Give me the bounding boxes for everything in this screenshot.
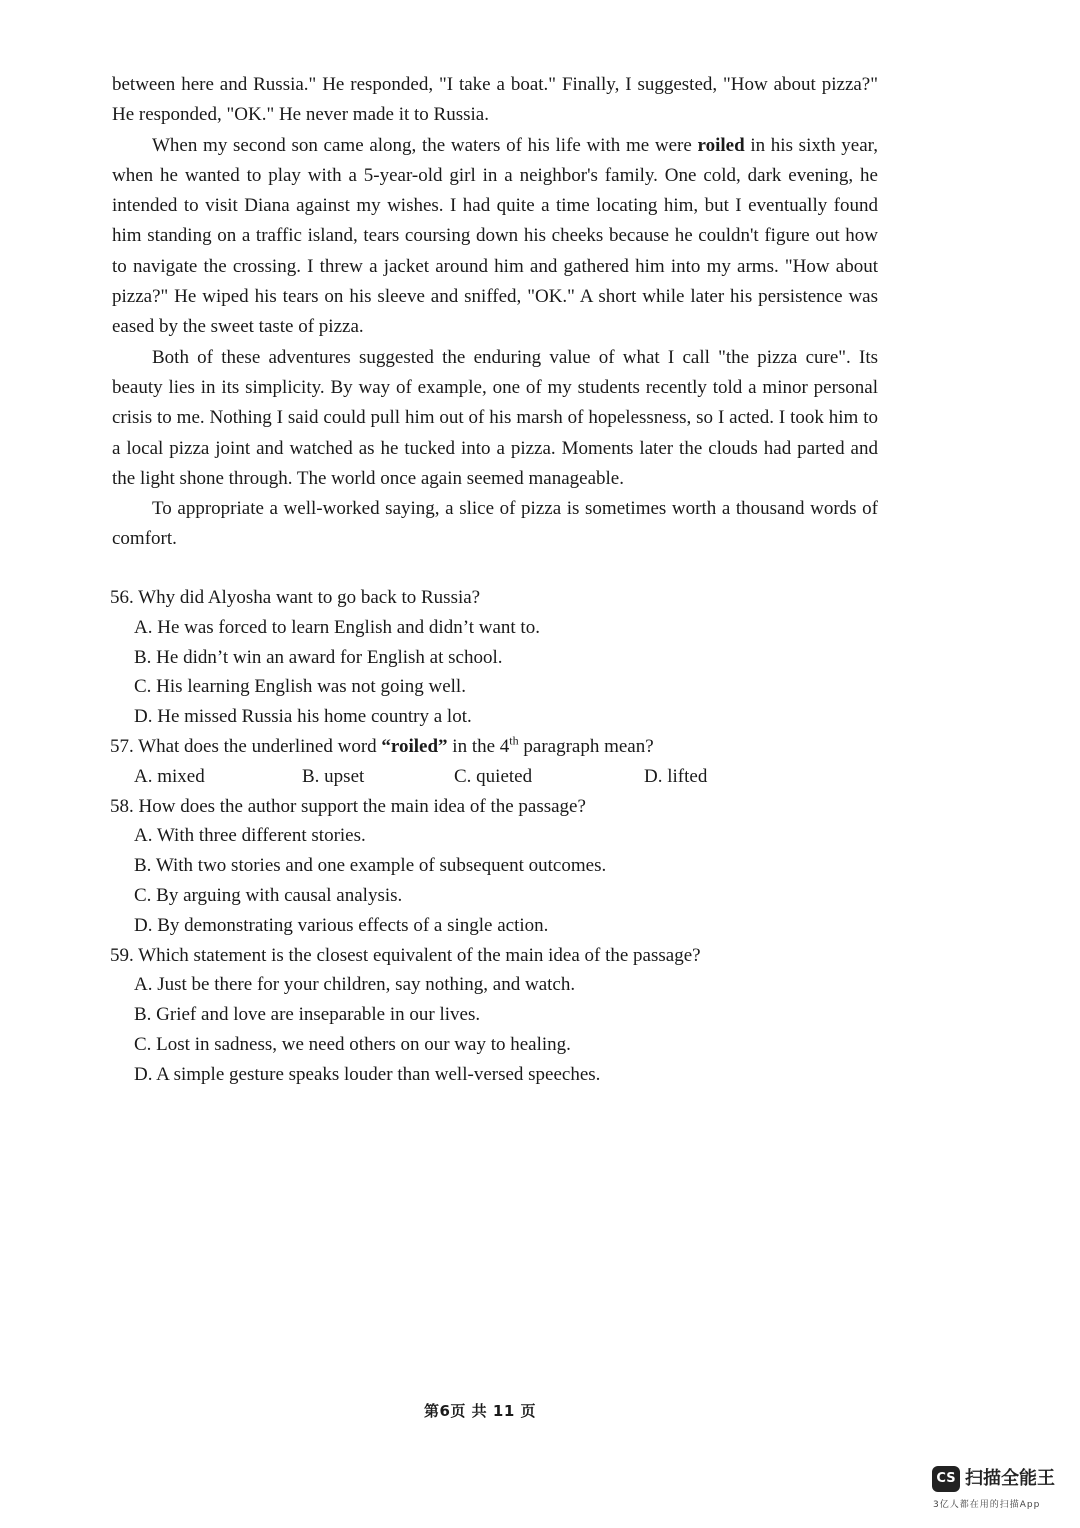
ordinal-superscript: th: [509, 733, 519, 748]
question-57-keyword: “roiled”: [381, 735, 448, 757]
watermark-app-name: 扫描全能王: [965, 1468, 1055, 1489]
page-number: 第6页 共 11 页: [424, 1402, 536, 1420]
camscanner-logo-icon: CS: [932, 1466, 960, 1492]
watermark-tagline: 3亿人都在用的扫描App: [933, 1500, 1041, 1510]
question-59-option-d: D. A simple gesture speaks louder than well-versed speeches.: [134, 1063, 601, 1085]
paragraph-2-text-end: in his sixth year, when he wanted to play with a 5-year-old girl in a neighbor's family. One cold, dark evening, he intended to visit Diana against my wishes. I had quite a time locating him, but I eventually found him standing on a traffic island, tears coursing down his cheeks because he couldn't figure out how to navigate the crossing. I threw a jacket around him and gathered him into my arms. "How about pizza?" He wiped his tears on his sleeve and sniffed, "OK." A short while later his persistence was eased by the sweet taste of pizza.: [112, 134, 878, 338]
question-list: [110, 583, 890, 1090]
question-57: [110, 732, 890, 792]
question-57-stem-mid: in the 4: [447, 735, 510, 757]
question-56-option-d: D. He missed Russia his home country a lot.: [134, 706, 472, 728]
question-57-option-d: D. lifted: [644, 765, 708, 787]
bold-word-roiled: roiled: [697, 134, 745, 156]
question-58-stem: 58. How does the author support the main idea of the passage?: [110, 795, 586, 817]
question-56-stem: 56. Why did Alyosha want to go back to Russia?: [110, 587, 481, 608]
question-59-stem: 59. Which statement is the closest equivalent of the main idea of the passage?: [110, 944, 701, 966]
question-56-option-a: A. He was forced to learn English and didn’t want to.: [134, 616, 540, 638]
question-56-option-b: B. He didn’t win an award for English at school.: [134, 646, 503, 668]
question-57-stem-end: paragraph mean?: [518, 735, 654, 757]
question-58-option-d: D. By demonstrating various effects of a single action.: [134, 914, 549, 936]
question-56: [110, 583, 890, 732]
question-59-option-c: C. Lost in sadness, we need others on our way to healing.: [134, 1033, 571, 1055]
question-58-option-c: C. By arguing with causal analysis.: [134, 884, 403, 906]
passage-paragraph-3: Both of these adventures suggested the enduring value of what I call "the pizza cure". Its beauty lies in its simplicity. By way of example, one of my students recently told a minor personal crisis to me. Nothing I said could pull him out of his marsh of hopelessness, so I acted. I took him to a local pizza joint and watched as he tucked into a pizza. Moments later the clouds had parted and the light shone through. The world once again seemed manageable.: [112, 346, 878, 489]
passage-paragraph-4: To appropriate a well-worked saying, a slice of pizza is sometimes worth a thousand words of comfort.: [112, 498, 878, 550]
reading-passage: [112, 70, 878, 555]
question-59-option-b: B. Grief and love are inseparable in our lives.: [134, 1004, 481, 1026]
question-57-option-c: C. quieted: [454, 765, 533, 787]
question-58: [110, 792, 890, 941]
question-57-options: [134, 762, 890, 792]
question-59: [110, 941, 890, 1090]
question-57-option-b: B. upset: [302, 765, 365, 787]
question-57-stem-start: 57. What does the underlined word: [110, 735, 382, 757]
question-58-option-a: A. With three different stories.: [134, 825, 366, 847]
scanner-watermark: [930, 1464, 1060, 1514]
question-59-option-a: A. Just be there for your children, say nothing, and watch.: [134, 974, 576, 996]
question-57-option-a: A. mixed: [134, 765, 205, 787]
paragraph-2-text-start: When my second son came along, the waters of his life with me were: [152, 134, 698, 156]
passage-paragraph-1: between here and Russia." He responded, "I take a boat." Finally, I suggested, "How about pizza?" He responded, "OK." He never made it to Russia.: [112, 74, 878, 126]
passage-paragraph-2: [112, 131, 878, 343]
question-56-option-c: C. His learning English was not going well.: [134, 676, 466, 698]
question-58-option-b: B. With two stories and one example of subsequent outcomes.: [134, 855, 607, 877]
question-57-stem: [110, 732, 890, 762]
